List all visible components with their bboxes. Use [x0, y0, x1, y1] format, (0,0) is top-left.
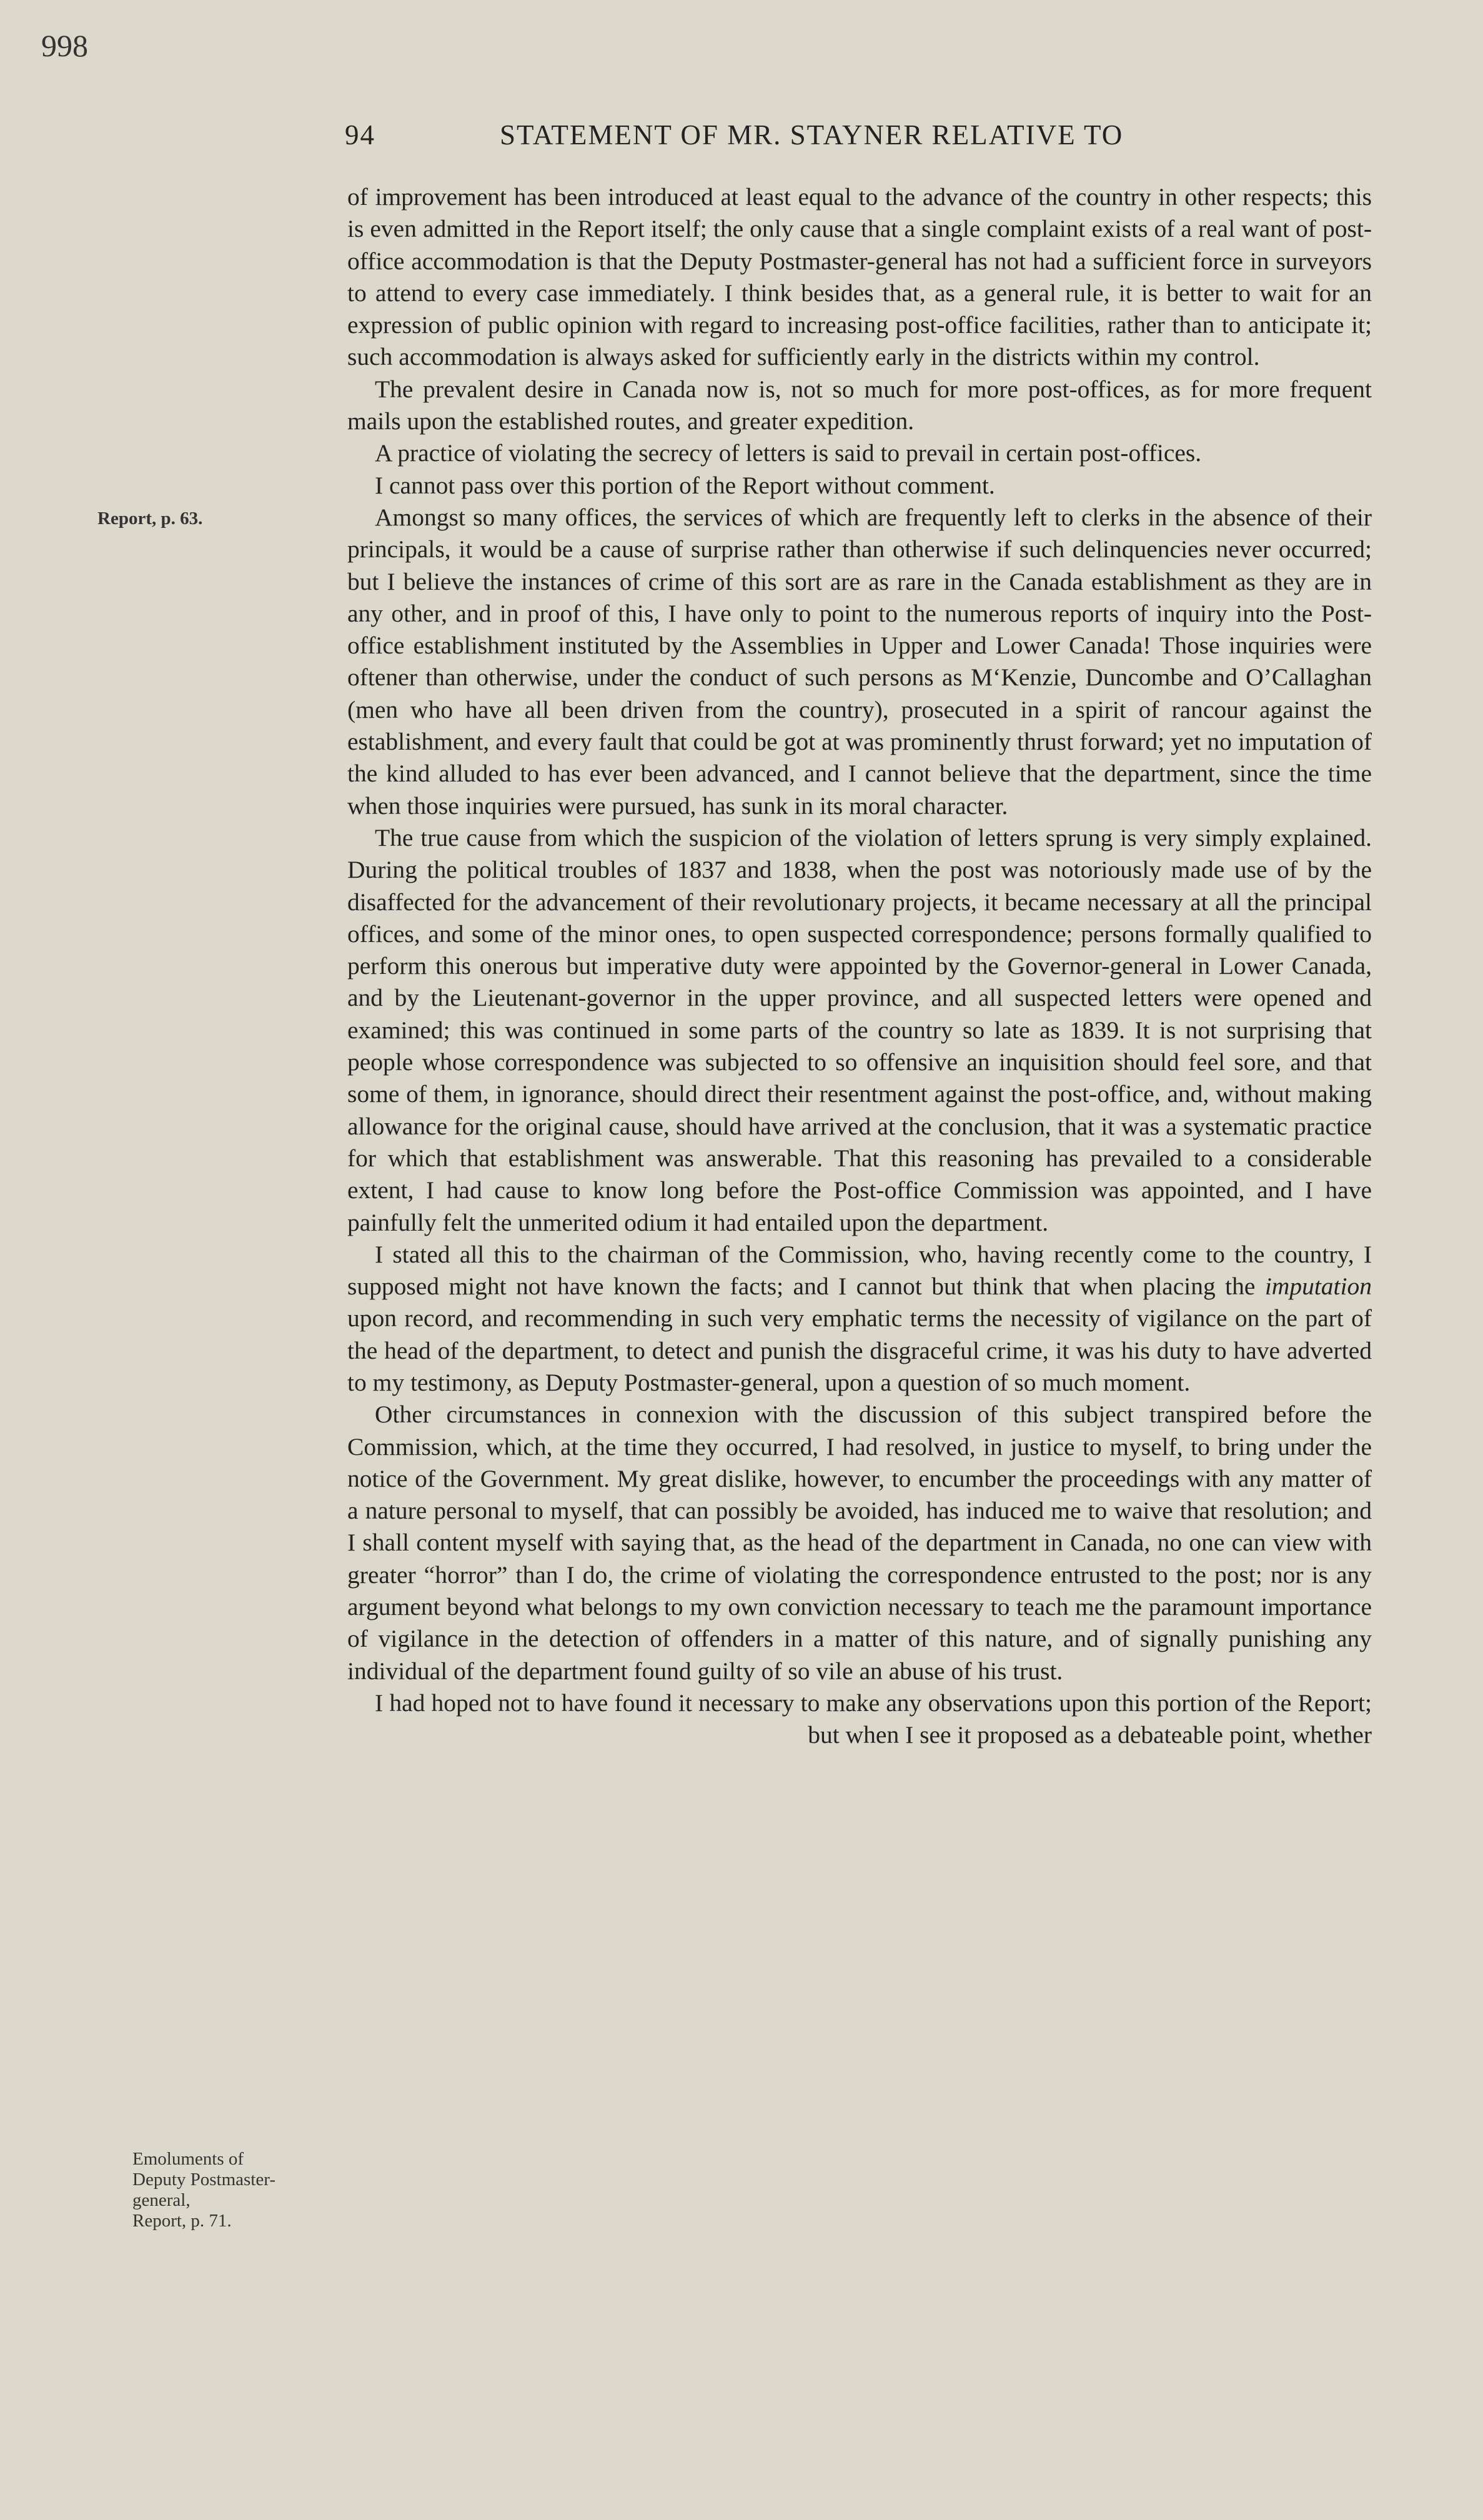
margin-note-emoluments: [132, 2149, 339, 2231]
margin-note-line: Report, p. 71.: [132, 2211, 232, 2231]
header-title: STATEMENT OF MR. STAYNER RELATIVE TO: [500, 119, 1124, 151]
paragraph: of improvement has been introduced at least equal to the advance of the country in other respects; this is even admitted in the Report itself; the only cause that a single complaint exists of a real want of post-office accommodation is that the Deputy Postmaster-general has not had a sufficient force in surveyors to attend to every case immediately. I think besides that, as a general rule, it is better to wait for an expression of public opinion with regard to increasing post-office facilities, rather than to anticipate it; such accommodation is always asked for sufficiently early in the districts within my control.: [347, 183, 1372, 371]
margin-note-line: Deputy Postmaster-: [132, 2170, 275, 2190]
paragraph: I had hoped not to have found it necessary to make any observations upon this portion of the Report; but when I see it proposed as a debateable point, whether: [375, 1689, 1372, 1749]
page-number: 998: [41, 28, 88, 63]
paragraph: A practice of violating the secrecy of letters is said to prevail in certain post-offices.: [375, 439, 1202, 467]
paragraph: Amongst so many offices, the services of which are frequently left to clerks in the absence of their principals, it would be a cause of surprise rather than otherwise if such delinquencies never occurred; but I believe the instances of crime of this sort are as rare in the Canada establishment as they are in any other, and in proof of this, I have only to point to the numerous reports of inquiry into the Post-office establishment instituted by the Assemblies in Upper and Lower Canada! Those inquiries were oftener than otherwise, under the conduct of such persons as M‘Kenzie, Duncombe and O’Callaghan (men who have all been driven from the country), prosecuted in a spirit of rancour against the establishment, and every fault that could be got at was prominently thrust forward; yet no imputation of the kind alluded to has ever been advanced, and I cannot believe that the department, since the time when those inquiries were pursued, has sunk in its moral character.: [347, 503, 1372, 820]
paragraph: The prevalent desire in Canada now is, not so much for more post-offices, as for more frequent mails upon the established routes, and greater expedition.: [347, 375, 1372, 435]
emphasized-word: imputation: [1264, 1272, 1372, 1301]
margin-note-line: Emoluments of: [132, 2149, 244, 2169]
body-text: [347, 181, 1372, 1752]
paragraph: I cannot pass over this portion of the Report without comment.: [375, 471, 995, 499]
paragraph: Other circumstances in connexion with the discussion of this subject transpired before the Commission, which, at the time they occurred, I had resolved, in justice to myself, to bring under the notice of the Government. My great dislike, however, to encumber the proceedings with any matter of a nature personal to myself, that can possibly be avoided, has induced me to waive that resolution; and I shall content myself with saying that, as the head of the department in Canada, no one can view with greater “horror” than I do, the crime of violating the correspondence entrusted to the post; nor is any argument beyond what belongs to my own conviction necessary to teach me the paramount importance of vigilance in the detection of offenders in a matter of this nature, and of signally punishing any individual of the department found guilty of so vile an abuse of his trust.: [347, 1401, 1372, 1685]
paragraph: [347, 1239, 1372, 1399]
margin-note-line: general,: [132, 2190, 191, 2210]
paragraph: The true cause from which the suspicion of the violation of letters sprung is very simply explained. During the political troubles of 1837 and 1838, when the post was notoriously made use of by the disaffected for the advancement of their revolutionary projects, it became necessary at all the principal offices, and some of the minor ones, to open suspected correspondence; persons formally qualified to perform this onerous but imperative duty were appointed by the Governor-general in Lower Canada, and by the Lieutenant-governor in the upper province, and all suspected letters were opened and examined; this was continued in some parts of the country so late as 1839. It is not surprising that people whose correspondence was subjected to so offensive an inquisition should feel sore, and that some of them, in ignorance, should direct their resentment against the post-office, and, without making allowance for the original cause, should have arrived at the conclusion, that it was a systematic practice for which that establishment was answerable. That this reasoning has prevailed to a considerable extent, I had cause to know long before the Post-office Commission was appointed, and I have painfully felt the unmerited odium it had entailed upon the department.: [347, 823, 1372, 1236]
paragraph-text: I stated all this to the chairman of the Commission, who, having recently come to the country, I supposed might not have known the facts; and I cannot but think that when placing the: [347, 1240, 1372, 1301]
running-header: [345, 119, 1369, 151]
paragraph-text: upon record, and recommending in such very emphatic terms the necessity of vigilance on the part of the head of the department, to detect and punish the disgraceful crime, it was his duty to have adverted to my testimony, as Deputy Postmaster-general, upon a question of so much moment.: [347, 1304, 1372, 1396]
header-page-number: 94: [345, 119, 375, 151]
margin-note-report-p63: Report, p. 63.: [97, 508, 203, 528]
